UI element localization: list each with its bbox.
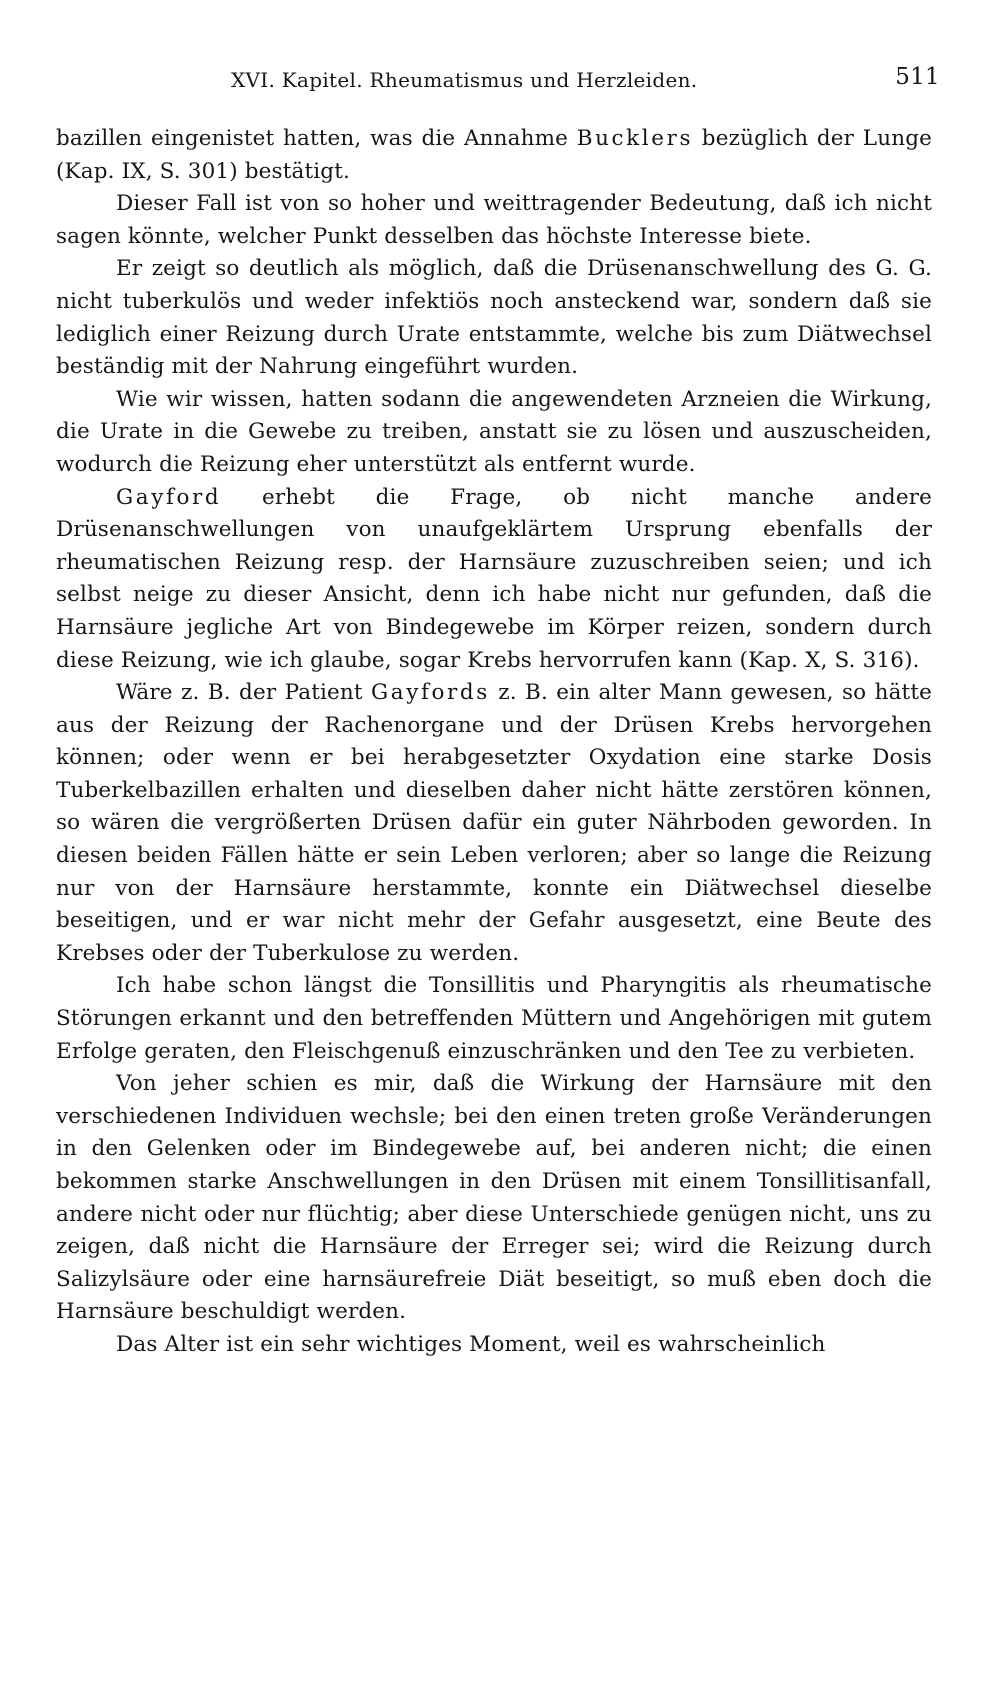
body-text [56,123,932,1362]
paragraph: Wie wir wissen, hatten sodann die angewendeten Arzneien die Wirkung, die Urate in die Gewebe zu treiben, anstatt sie zu lösen und auszuscheiden, wodurch die Reizung eher unterstützt als entfernt wurde. [56,386,932,477]
paragraph-continuation [56,123,932,188]
paragraph [56,482,932,678]
running-head [56,62,940,102]
text-run: erhebt die Frage, ob nicht manche andere Drüsenanschwellungen von unaufgeklärtem Ursprung ebenfalls der rheumatischen Reizung resp. der Harnsäure zuzuschreiben seien; und ich selbst neige zu dieser Ansicht, denn ich habe nicht nur gefunden, daß die Harnsäure jegliche Art von Bindegewebe im Körper reizen, sondern durch diese Reizung, wie ich glaube, sogar Krebs hervorrufen kann (Kap. X, S. 316). [56,484,932,673]
text-run: bezüglich der Lunge (Kap. IX, S. 301) bestätigt. [56,126,932,184]
paragraph [56,677,932,970]
text-run: Wäre z. B. der Patient [116,680,371,706]
author-name: Gayfords [371,680,490,706]
paragraph: Ich habe schon längst die Tonsillitis und Pharyngitis als rheumatische Störungen erkannt und den betreffenden Müttern und Angehörigen mit gutem Erfolge geraten, den Fleischgenuß einzuschränken und den Tee zu verbieten. [56,973,932,1064]
paragraph: Von jeher schien es mir, daß die Wirkung der Harnsäure mit den verschiedenen Individuen wechsle; bei den einen treten große Veränderungen in den Gelenken oder im Bindegewebe auf, bei anderen nicht; die einen bekommen starke Anschwellungen in den Drüsen mit einem Tonsillitisanfall, andere nicht oder nur flüchtig; aber diese Unterschiede genügen nicht, uns zu zeigen, daß nicht die Harnsäure der Erreger sei; wird die Reizung durch Salizylsäure oder eine harnsäurefreie Diät beseitigt, so muß eben doch die Harnsäure beschuldigt werden. [56,1071,932,1325]
author-name: Bucklers [576,126,694,151]
paragraph: Dieser Fall ist von so hoher und weittragender Bedeutung, daß ich nicht sagen könnte, welcher Punkt desselben das höchste Interesse biete. [56,191,932,249]
paragraph: Das Alter ist ein sehr wichtiges Moment, weil es wahrscheinlich [116,1331,826,1357]
author-name: Gayford [116,484,222,510]
text-run: bazillen eingenistet hatten, was die Annahme [56,126,577,151]
text-run: z. B. ein alter Mann gewesen, so hätte aus der Reizung der Rachenorgane und der Drüsen Krebs hervorgehen können; oder wenn er bei herabgesetzter Oxydation eine starke Dosis Tuberkelbazillen erhalten und dieselben daher nicht hätte zerstören können, so wären die vergrößerten Drüsen dafür ein guter Nährboden geworden. In diesen beiden Fällen hätte er sein Leben verloren; aber so lange die Reizung nur von der Harnsäure herstammte, konnte ein Diätwechsel dieselbe beseitigen, und er war nicht mehr der Gefahr ausgesetzt, eine Beute des Krebses oder der Tuberkulose zu werden. [56,680,932,966]
page-number: 511 [895,64,940,90]
paragraph: Er zeigt so deutlich als möglich, daß die Drüsenanschwellung des G. G. nicht tuberkulös und weder infektiös noch ansteckend war, sondern daß sie lediglich einer Reizung durch Urate entstammte, welche bis zum Diätwechsel beständig mit der Nahrung eingeführt wurden. [56,256,932,380]
chapter-title: XVI. Kapitel. Rheumatismus und Herzleiden. [231,68,698,92]
